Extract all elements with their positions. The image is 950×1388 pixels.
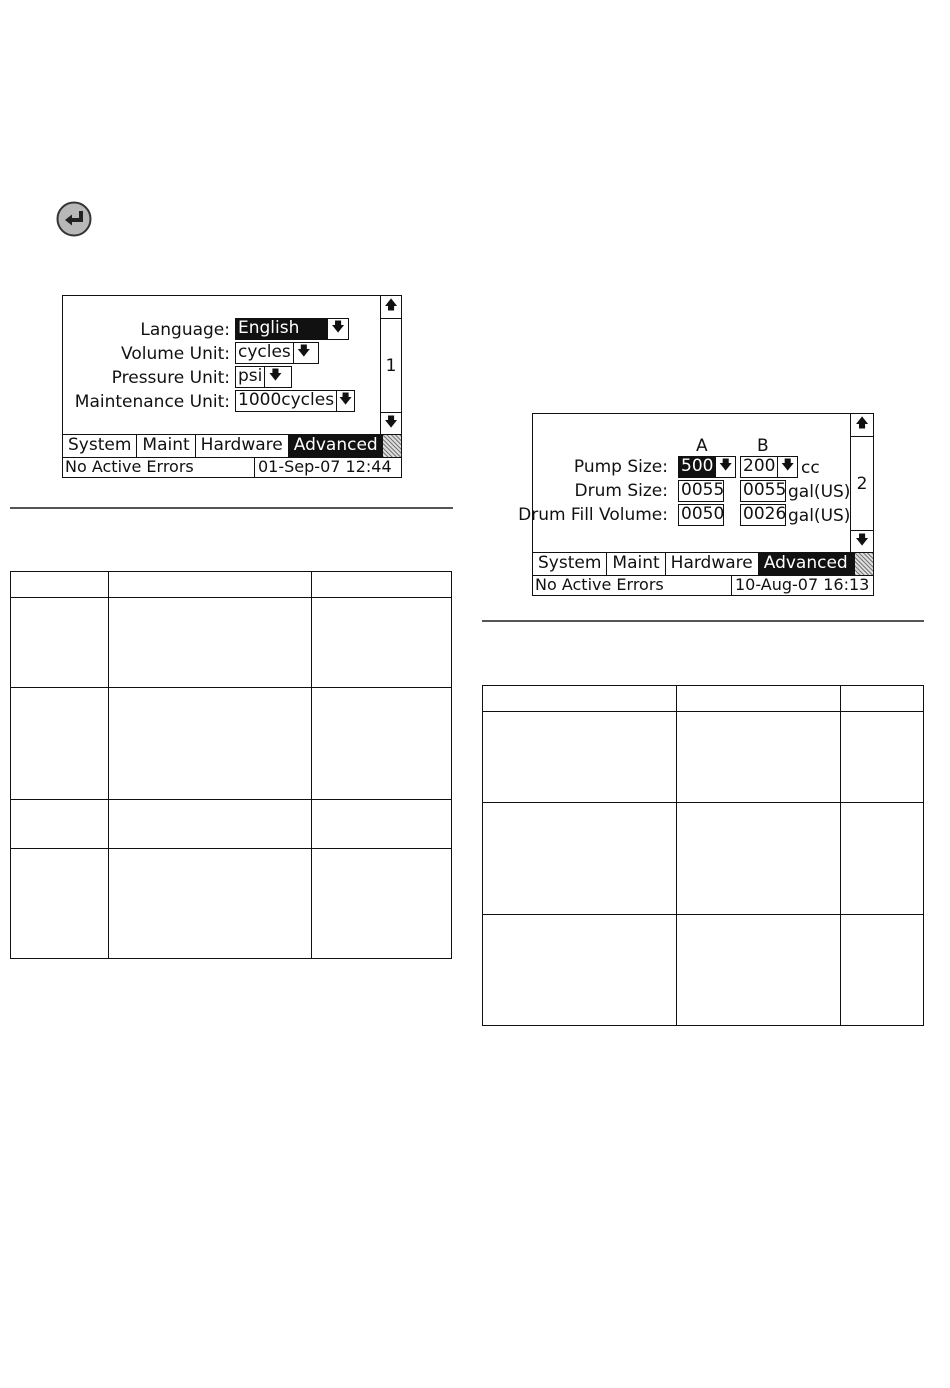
pump-size-b-dropdown[interactable]: [740, 456, 798, 478]
arrow-down-icon: 🡇: [327, 319, 348, 339]
page-number: 2: [856, 473, 868, 494]
arrow-down-icon: 🡇: [293, 343, 314, 363]
drum-fill-volume-label: Drum Fill Volume:: [518, 505, 668, 525]
arrow-down-icon[interactable]: 🡇: [851, 530, 873, 553]
maintenance-unit-value: 1000cycles: [238, 390, 335, 410]
settings-table-left: [10, 571, 452, 959]
table-column-divider: [676, 686, 677, 1025]
volume-unit-label: Volume Unit:: [121, 344, 230, 364]
table-row-divider: [11, 687, 451, 688]
section-divider: [482, 620, 924, 622]
tab-bar: [533, 552, 873, 576]
tab-bar-fill: [855, 553, 873, 575]
maintenance-unit-dropdown[interactable]: [235, 390, 355, 412]
column-b-header: B: [757, 436, 769, 456]
pump-size-b-value: 200: [743, 456, 776, 476]
status-datetime: 01-Sep-07 12:44: [254, 457, 392, 477]
language-dropdown[interactable]: [235, 318, 349, 340]
arrow-down-icon: 🡇: [715, 457, 735, 477]
arrow-up-icon[interactable]: 🡅: [851, 414, 873, 437]
table-row-divider: [11, 597, 451, 598]
tab-maint[interactable]: Maint: [137, 435, 195, 457]
table-row-divider: [11, 799, 451, 800]
drum-fill-volume-a-field[interactable]: 0050: [678, 504, 724, 526]
pump-size-a-dropdown[interactable]: [678, 456, 736, 478]
table-row-divider: [483, 914, 923, 915]
column-a-header: A: [696, 436, 708, 456]
setup-screen-page-2: [518, 413, 874, 596]
drum-fill-volume-unit: gal(US): [788, 506, 851, 526]
page-scrollbar[interactable]: [380, 296, 401, 435]
tab-system[interactable]: System: [533, 553, 607, 575]
volume-unit-value: cycles: [238, 342, 291, 362]
pump-size-label: Pump Size:: [573, 457, 668, 477]
page-scrollbar[interactable]: [850, 414, 873, 553]
tab-bar: [63, 434, 401, 458]
arrow-up-icon[interactable]: 🡅: [381, 296, 401, 319]
setup-screen-page-1: [62, 295, 402, 478]
section-divider: [10, 507, 453, 509]
tab-bar-fill: [383, 435, 401, 457]
arrow-down-icon[interactable]: 🡇: [381, 412, 401, 435]
status-message: No Active Errors: [65, 457, 194, 476]
maintenance-unit-label: Maintenance Unit:: [74, 392, 230, 412]
status-bar: [63, 457, 401, 477]
table-row-divider: [483, 802, 923, 803]
pump-size-unit: cc: [801, 458, 820, 478]
drum-size-b-field[interactable]: 0055: [740, 480, 786, 502]
table-row-divider: [483, 711, 923, 712]
arrow-down-icon: 🡇: [264, 367, 285, 387]
page-number: 1: [385, 355, 397, 376]
tab-hardware[interactable]: Hardware: [196, 435, 289, 457]
table-column-divider: [311, 572, 312, 958]
status-message: No Active Errors: [535, 575, 664, 594]
drum-size-label: Drum Size:: [574, 481, 668, 501]
arrow-down-icon: 🡇: [336, 391, 354, 411]
pressure-unit-value: psi: [238, 366, 263, 386]
pump-size-a-value: 500: [681, 456, 714, 476]
drum-size-a-field[interactable]: 0055: [678, 480, 724, 502]
status-datetime: 10-Aug-07 16:13: [731, 575, 869, 595]
tab-hardware[interactable]: Hardware: [666, 553, 759, 575]
language-label: Language:: [140, 320, 230, 340]
tab-system[interactable]: System: [63, 435, 137, 457]
pressure-unit-label: Pressure Unit:: [111, 368, 230, 388]
settings-table-right: [482, 685, 924, 1026]
status-bar: [533, 575, 873, 595]
language-value: English: [236, 319, 327, 339]
tab-advanced[interactable]: Advanced: [759, 553, 855, 575]
table-row-divider: [11, 848, 451, 849]
pressure-unit-dropdown[interactable]: [235, 366, 292, 388]
enter-return-icon: [56, 201, 92, 237]
arrow-down-icon: 🡇: [777, 457, 797, 477]
table-column-divider: [840, 686, 841, 1025]
table-column-divider: [108, 572, 109, 958]
drum-size-unit: gal(US): [788, 482, 851, 502]
tab-maint[interactable]: Maint: [607, 553, 665, 575]
volume-unit-dropdown[interactable]: [235, 342, 319, 364]
drum-fill-volume-b-field[interactable]: 0026: [740, 504, 786, 526]
tab-advanced[interactable]: Advanced: [289, 435, 383, 457]
